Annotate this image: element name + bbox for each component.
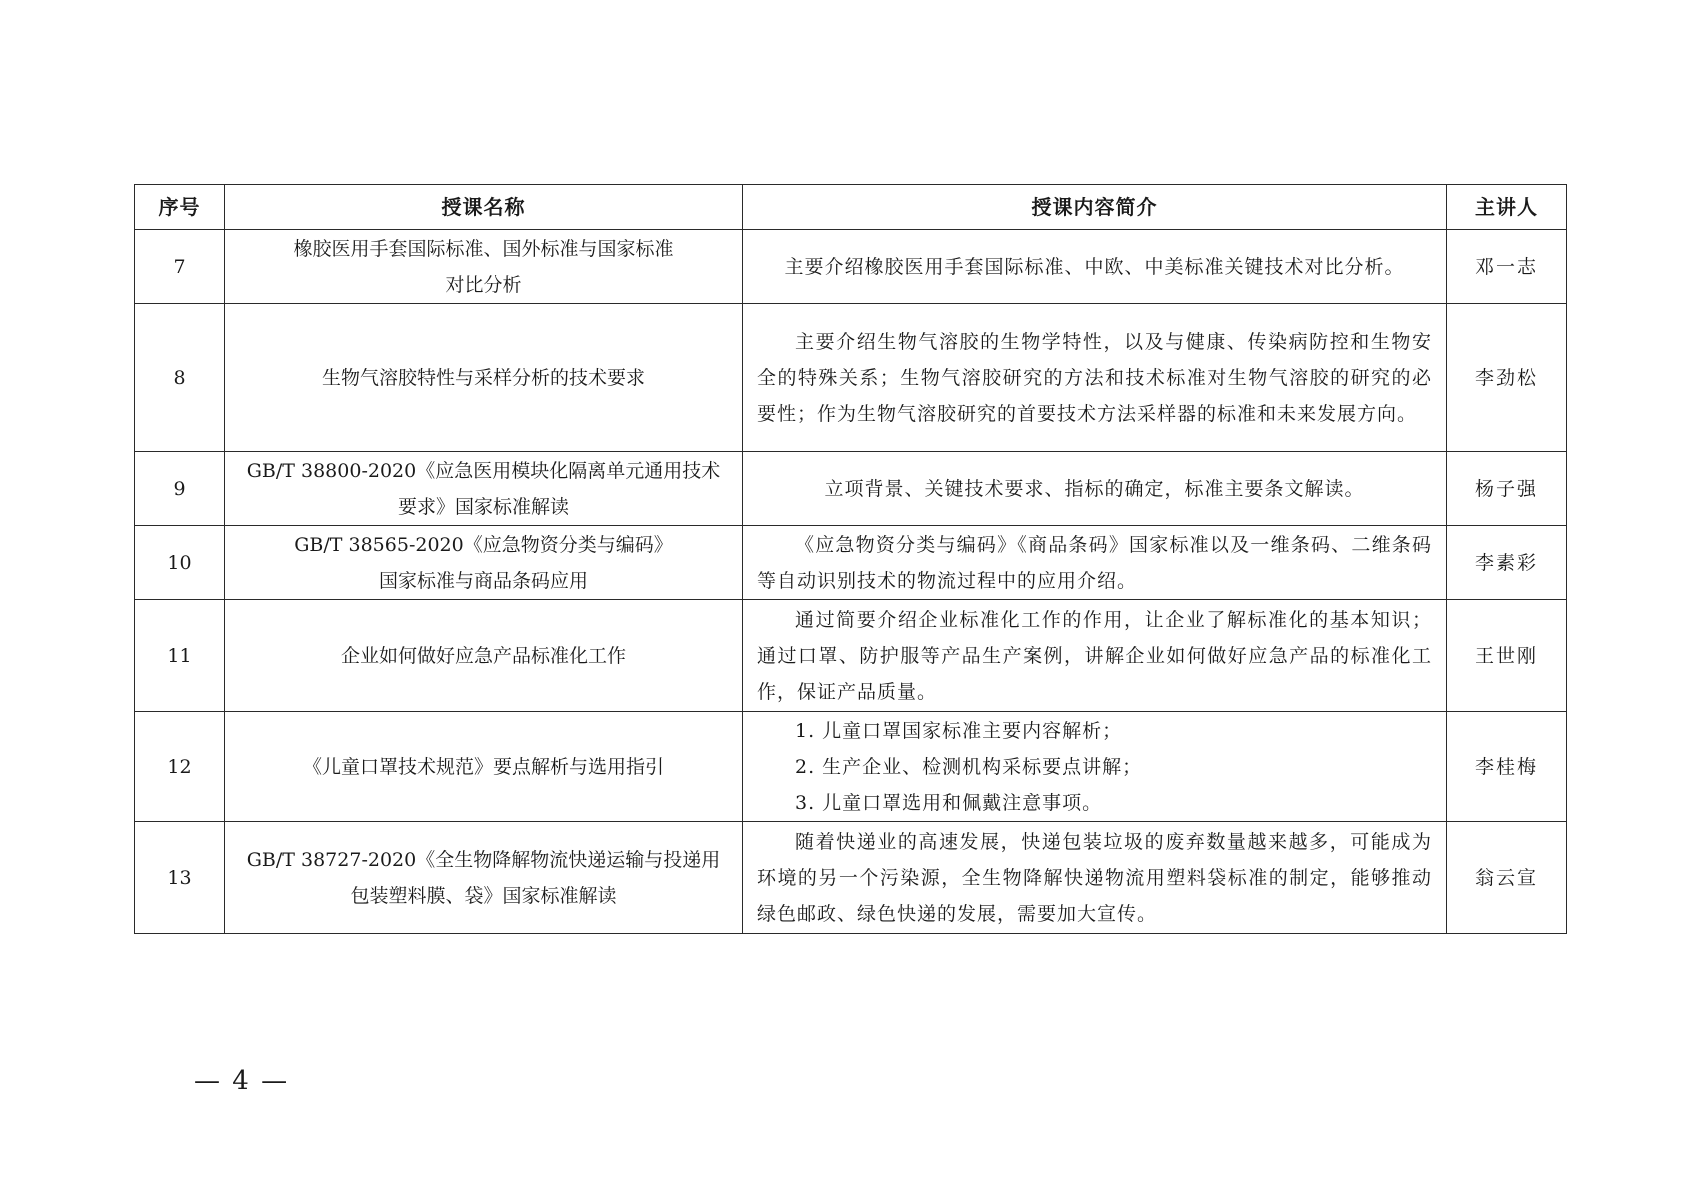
table-row	[135, 230, 1567, 304]
row-num: 8	[135, 304, 225, 452]
row-description	[743, 452, 1447, 526]
row-course-name	[225, 526, 743, 600]
course-name-line: 《儿童口罩技术规范》要点解析与选用指引	[302, 755, 664, 778]
course-name-line: 包装塑料膜、袋》国家标准解读	[350, 884, 617, 907]
course-name-line: 生物气溶胶特性与采样分析的技术要求	[321, 366, 645, 389]
course-name-line: GB/T 38800-2020《应急医用模块化隔离单元通用技术	[246, 459, 721, 482]
description-list-item: 3. 儿童口罩选用和佩戴注意事项。	[795, 791, 1103, 814]
row-course-name	[225, 600, 743, 712]
header-num: 序号	[135, 185, 225, 230]
row-description	[743, 230, 1447, 304]
row-description	[743, 304, 1447, 452]
course-table	[134, 184, 1567, 934]
course-name-line: 企业如何做好应急产品标准化工作	[340, 644, 626, 667]
row-lecturer: 王世刚	[1447, 600, 1567, 712]
description-list-item: 2. 生产企业、检测机构采标要点讲解；	[795, 755, 1143, 778]
row-course-name	[225, 822, 743, 934]
description-text: 立项背景、关键技术要求、指标的确定，标准主要条文解读。	[824, 477, 1365, 500]
description-text: 主要介绍生物气溶胶的生物学特性，以及与健康、传染病防控和生物安全的特殊关系；生物气溶胶研究的方法和技术标准对生物气溶胶的研究的必要性；作为生物气溶胶研究的首要技术方法采样器的标准和未来发展方向。	[757, 330, 1432, 425]
page-number: — 4 —	[194, 1066, 290, 1096]
row-num: 7	[135, 230, 225, 304]
table-row	[135, 304, 1567, 452]
row-course-name	[225, 304, 743, 452]
row-lecturer: 翁云宣	[1447, 822, 1567, 934]
table-row	[135, 526, 1567, 600]
row-course-name	[225, 230, 743, 304]
course-name-line: 要求》国家标准解读	[397, 495, 569, 518]
description-text: 主要介绍橡胶医用手套国际标准、中欧、中美标准关键技术对比分析。	[784, 255, 1405, 278]
row-num: 11	[135, 600, 225, 712]
description-text: 随着快递业的高速发展，快递包装垃圾的废弃数量越来越多，可能成为环境的另一个污染源，全生物降解快递物流用塑料袋标准的制定，能够推动绿色邮政、绿色快递的发展，需要加大宣传。	[757, 830, 1432, 925]
course-name-line: GB/T 38565-2020《应急物资分类与编码》	[294, 533, 673, 556]
row-lecturer: 杨子强	[1447, 452, 1567, 526]
row-lecturer: 邓一志	[1447, 230, 1567, 304]
description-list-item: 1. 儿童口罩国家标准主要内容解析；	[795, 719, 1123, 742]
row-course-name	[225, 712, 743, 822]
row-description	[743, 600, 1447, 712]
table-row	[135, 600, 1567, 712]
course-name-line: 对比分析	[445, 273, 522, 296]
table-row	[135, 712, 1567, 822]
header-name: 授课名称	[225, 185, 743, 230]
row-description	[743, 526, 1447, 600]
table-row	[135, 822, 1567, 934]
row-num: 10	[135, 526, 225, 600]
row-lecturer: 李桂梅	[1447, 712, 1567, 822]
row-lecturer: 李素彩	[1447, 526, 1567, 600]
description-text: 通过简要介绍企业标准化工作的作用，让企业了解标准化的基本知识；通过口罩、防护服等产品生产案例，讲解企业如何做好应急产品的标准化工作，保证产品质量。	[757, 608, 1432, 703]
description-text: 《应急物资分类与编码》《商品条码》国家标准以及一维条码、二维条码等自动识别技术的物流过程中的应用介绍。	[757, 533, 1432, 592]
course-name-line: GB/T 38727-2020《全生物降解物流快递运输与投递用	[246, 848, 721, 871]
row-description	[743, 712, 1447, 822]
course-name-line: 橡胶医用手套国际标准、国外标准与国家标准	[293, 237, 674, 260]
table-header-row	[135, 185, 1567, 230]
course-name-line: 国家标准与商品条码应用	[378, 569, 588, 592]
row-course-name	[225, 452, 743, 526]
row-num: 12	[135, 712, 225, 822]
row-description	[743, 822, 1447, 934]
row-num: 9	[135, 452, 225, 526]
header-lecturer: 主讲人	[1447, 185, 1567, 230]
row-num: 13	[135, 822, 225, 934]
header-desc: 授课内容简介	[743, 185, 1447, 230]
table-row	[135, 452, 1567, 526]
row-lecturer: 李劲松	[1447, 304, 1567, 452]
